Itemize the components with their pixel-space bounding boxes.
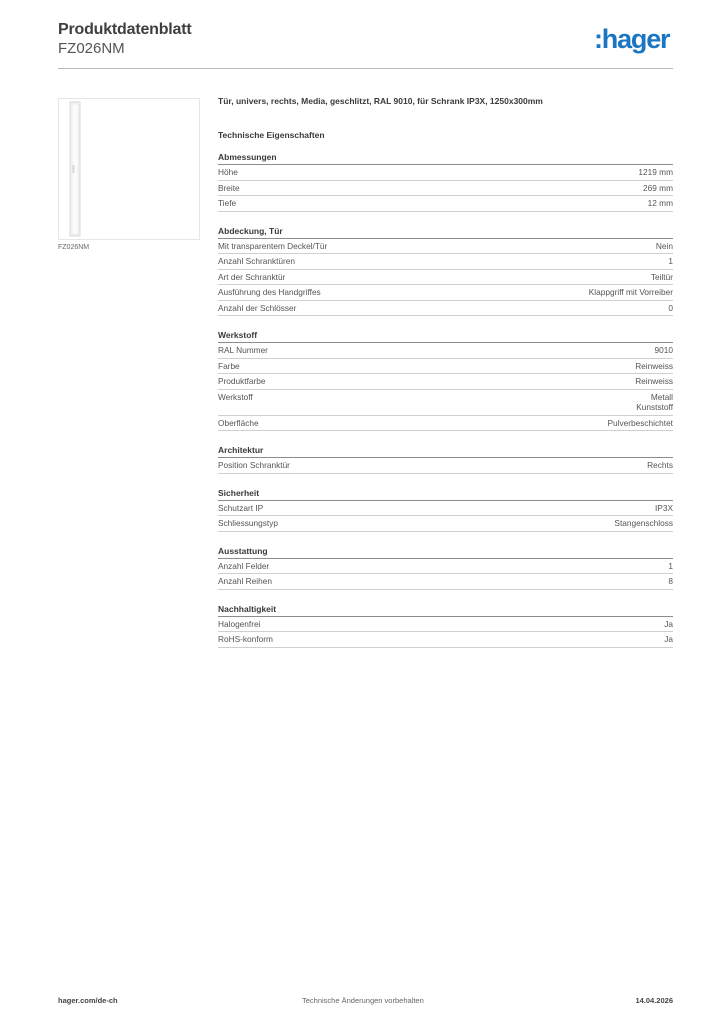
property-row <box>218 301 673 317</box>
section-title: Abmessungen <box>218 152 673 165</box>
property-label: Mit transparentem Deckel/Tür <box>218 240 328 251</box>
product-image-caption: FZ026NM <box>58 244 90 251</box>
footer-date: 14.04.2026 <box>635 996 673 1005</box>
footer-website: hager.com/de-ch <box>58 996 118 1005</box>
property-label: Ausführung des Handgriffes <box>218 287 321 297</box>
property-label: Anzahl der Schlösser <box>218 302 297 313</box>
property-row <box>218 285 673 301</box>
property-section <box>218 488 673 532</box>
product-details <box>218 96 673 648</box>
property-value: Reinweiss <box>635 376 673 386</box>
property-label: Art der Schranktür <box>218 271 286 282</box>
hager-logo <box>594 24 674 58</box>
property-value: 0 <box>668 302 673 313</box>
property-value: Klappgriff mit Vorreiber <box>588 287 673 297</box>
property-label: Anzahl Reihen <box>218 576 272 586</box>
property-value: Stangenschloss <box>614 518 673 528</box>
section-title: Nachhaltigkeit <box>218 604 673 617</box>
property-label: Schliessungstyp <box>218 518 278 528</box>
property-value: Metall Kunststoff <box>636 391 673 412</box>
section-title: Architektur <box>218 445 673 458</box>
property-value: Ja <box>664 618 673 629</box>
property-row <box>218 501 673 517</box>
product-code: FZ026NM <box>58 40 125 57</box>
property-section <box>218 604 673 648</box>
property-row <box>218 516 673 532</box>
door-illustration <box>59 99 199 239</box>
property-row <box>218 343 673 359</box>
property-label: Position Schranktür <box>218 460 290 470</box>
property-value: 1 <box>668 560 673 571</box>
document-title: Produktdatenblatt <box>58 21 192 38</box>
property-row <box>218 390 673 416</box>
footer-notice: Technische Änderungen vorbehalten <box>302 996 424 1005</box>
property-label: Halogenfrei <box>218 618 261 629</box>
property-label: Tiefe <box>218 198 237 208</box>
property-label: Farbe <box>218 360 240 371</box>
property-row <box>218 416 673 432</box>
property-label: Oberfläche <box>218 417 259 428</box>
property-label: Produktfarbe <box>218 376 266 386</box>
property-section <box>218 226 673 317</box>
property-row <box>218 254 673 270</box>
property-label: RoHS-konform <box>218 634 273 644</box>
product-image <box>58 98 200 240</box>
property-section <box>218 445 673 474</box>
property-sections <box>218 152 673 648</box>
property-section <box>218 152 673 212</box>
property-label: RAL Nummer <box>218 345 268 355</box>
section-title: Ausstattung <box>218 546 673 559</box>
property-row <box>218 574 673 590</box>
property-value: Ja <box>664 634 673 644</box>
property-row <box>218 458 673 474</box>
property-row <box>218 165 673 181</box>
property-value: 269 mm <box>643 182 673 193</box>
property-row <box>218 196 673 212</box>
property-value: Pulverbeschichtet <box>607 417 673 428</box>
property-value: Rechts <box>647 460 673 470</box>
header-divider <box>58 68 673 69</box>
logo-text: :hager <box>594 24 670 54</box>
property-value: 1 <box>668 256 673 266</box>
property-row <box>218 270 673 286</box>
property-label: Anzahl Schranktüren <box>218 256 296 266</box>
property-label: Breite <box>218 182 240 193</box>
property-value: Reinweiss <box>635 360 673 371</box>
property-value: 8 <box>668 576 673 586</box>
section-title: Werkstoff <box>218 330 673 343</box>
property-label: Schutzart IP <box>218 502 264 513</box>
property-row <box>218 239 673 255</box>
section-title: Abdeckung, Tür <box>218 226 673 239</box>
property-label: Werkstoff <box>218 391 253 402</box>
section-title: Sicherheit <box>218 488 673 501</box>
property-row <box>218 374 673 390</box>
technical-properties-heading: Technische Eigenschaften <box>218 130 325 140</box>
document-header <box>58 21 192 57</box>
property-label: Anzahl Felder <box>218 560 270 571</box>
property-value: 9010 <box>654 345 673 355</box>
property-label: Höhe <box>218 167 238 177</box>
property-value: 1219 mm <box>638 167 673 177</box>
property-section <box>218 546 673 590</box>
property-row <box>218 181 673 197</box>
property-value: Nein <box>655 240 673 251</box>
property-row <box>218 559 673 575</box>
property-row <box>218 359 673 375</box>
property-row <box>218 617 673 633</box>
property-value: 12 mm <box>647 198 673 208</box>
property-row <box>218 632 673 648</box>
property-value: Teiltür <box>650 271 673 282</box>
product-description: Tür, univers, rechts, Media, geschlitzt, RAL 9010, für Schrank IP3X, 1250x300mm <box>218 96 543 106</box>
property-value: IP3X <box>655 502 673 513</box>
property-section <box>218 330 673 431</box>
